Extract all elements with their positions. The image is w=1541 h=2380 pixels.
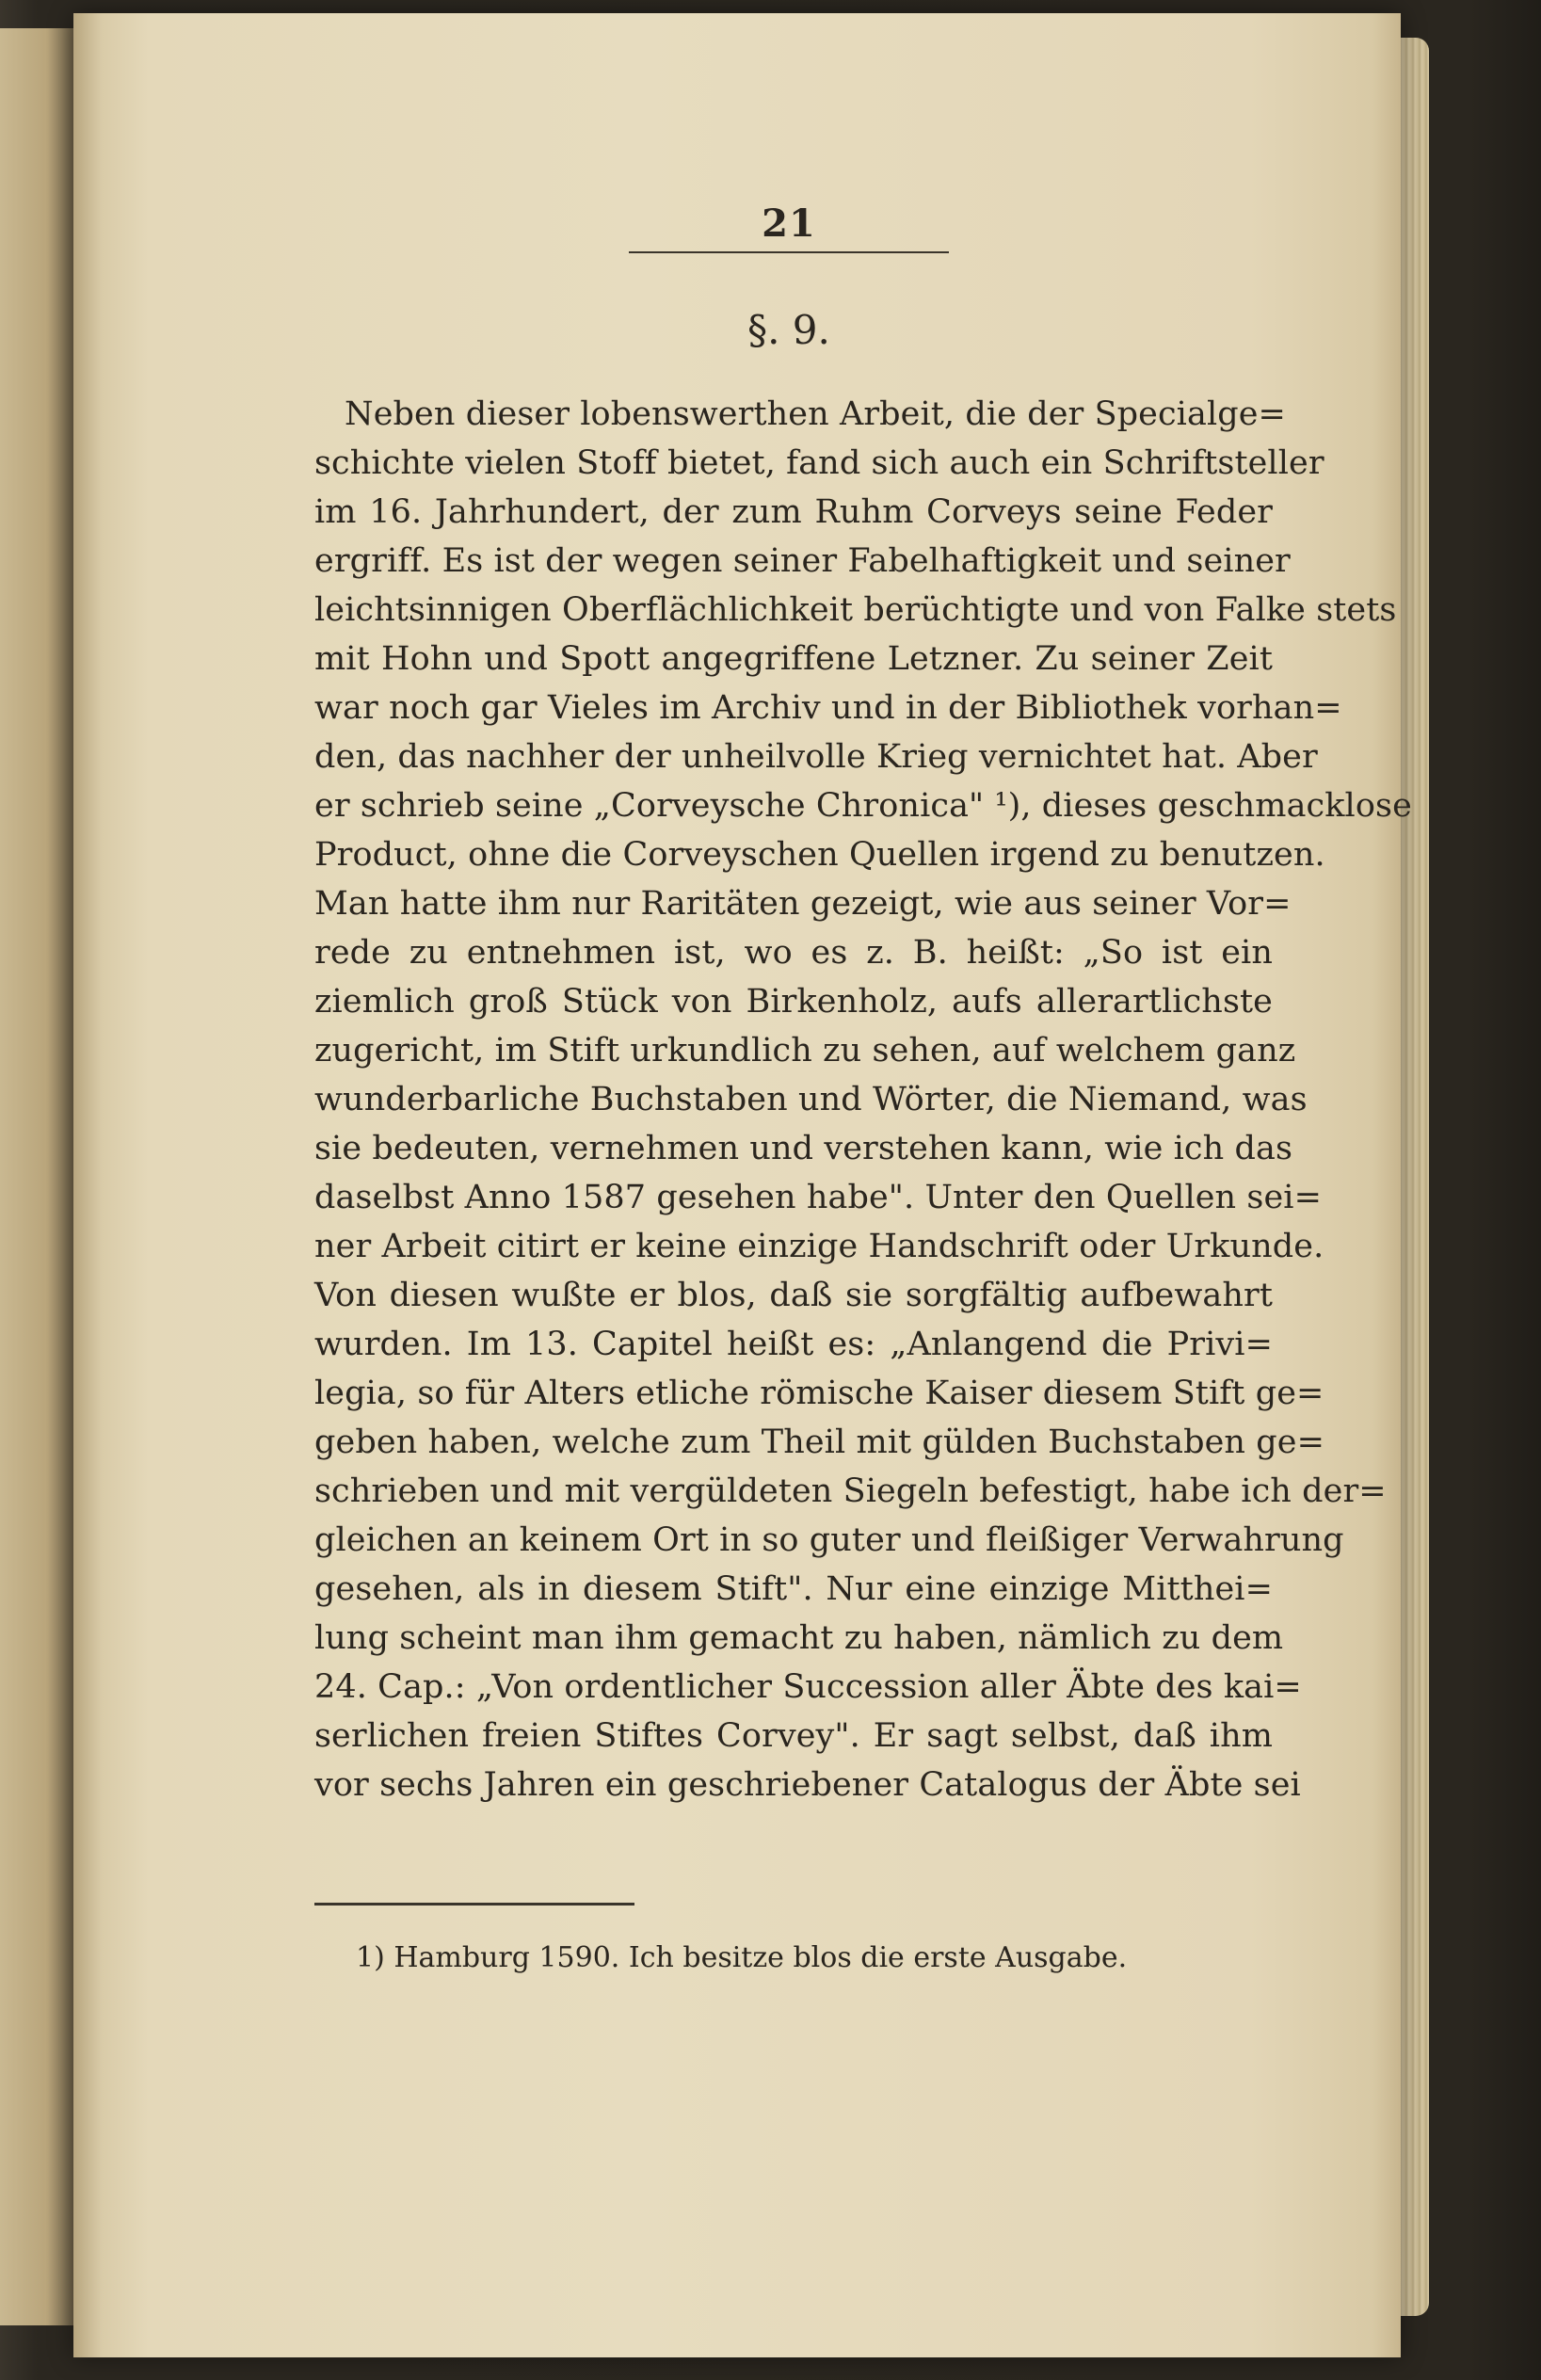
footnote-rule <box>314 1903 634 1906</box>
text-line: Von diesen wußte er blos, daß sie sorgfältig aufbewahrt <box>314 1277 1273 1314</box>
text-line: im 16. Jahrhundert, der zum Ruhm Corveys seine Feder <box>314 493 1273 531</box>
text-line: daselbst Anno 1587 gesehen habe". Unter den Quellen sei= <box>314 1179 1323 1216</box>
text-line: lung scheint man ihm gemacht zu haben, nämlich zu dem <box>314 1619 1284 1657</box>
text-line: zugericht, im Stift urkundlich zu sehen, auf welchem ganz <box>314 1032 1296 1069</box>
text-line: rede zu entnehmen ist, wo es z. B. heißt: „So ist ein <box>314 934 1273 972</box>
text-line: wunderbarliche Buchstaben und Wörter, die Niemand, was <box>314 1081 1308 1118</box>
text-line: war noch gar Vieles im Archiv und in der Bibliothek vorhan= <box>314 689 1342 727</box>
text-line: ergriff. Es ist der wegen seiner Fabelhaftigkeit und seiner <box>314 542 1291 580</box>
book-page <box>73 13 1412 2357</box>
page-number: 21 <box>762 201 816 246</box>
text-line: Product, ohne die Corveyschen Quellen irgend zu benutzen. <box>314 836 1325 874</box>
footnote: 1) Hamburg 1590. Ich besitze blos die erste Ausgabe. <box>356 1941 1128 1974</box>
text-line: leichtsinnigen Oberflächlichkeit berüchtigte und von Falke stets <box>314 591 1397 629</box>
text-line: schrieben und mit vergüldeten Siegeln befestigt, habe ich der= <box>314 1472 1387 1510</box>
text-line: serlichen freien Stiftes Corvey". Er sagt selbst, daß ihm <box>314 1717 1273 1755</box>
text-line: ner Arbeit citirt er keine einzige Handschrift oder Urkunde. <box>314 1228 1324 1265</box>
text-line: legia, so für Alters etliche römische Kaiser diesem Stift ge= <box>314 1375 1324 1412</box>
text-line: gleichen an keinem Ort in so guter und fleißiger Verwahrung <box>314 1521 1344 1559</box>
text-line: vor sechs Jahren ein geschriebener Catalogus der Äbte sei <box>314 1766 1301 1804</box>
text-line: sie bedeuten, vernehmen und verstehen kann, wie ich das <box>314 1130 1293 1167</box>
text-line: Man hatte ihm nur Raritäten gezeigt, wie aus seiner Vor= <box>314 885 1292 923</box>
text-line: 24. Cap.: „Von ordentlicher Succession aller Äbte des kai= <box>314 1668 1302 1706</box>
page-header <box>619 201 958 246</box>
left-page-edge <box>0 28 77 2325</box>
text-line: geben haben, welche zum Theil mit gülden Buchstaben ge= <box>314 1423 1324 1461</box>
header-rule <box>629 251 949 253</box>
section-heading: §. 9. <box>747 307 830 353</box>
text-line: ziemlich groß Stück von Birkenholz, aufs allerartlichste <box>314 983 1273 1021</box>
text-line: den, das nachher der unheilvolle Krieg vernichtet hat. Aber <box>314 738 1318 776</box>
text-line: er schrieb seine „Corveysche Chronica" ¹), dieses geschmacklose <box>314 787 1412 825</box>
text-line: mit Hohn und Spott angegriffene Letzner. Zu seiner Zeit <box>314 640 1273 678</box>
text-line: schichte vielen Stoff bietet, fand sich auch ein Schriftsteller <box>314 444 1324 482</box>
text-line: Neben dieser lobenswerthen Arbeit, die der Specialge= <box>345 395 1286 433</box>
text-line: gesehen, als in diesem Stift". Nur eine einzige Mitthei= <box>314 1570 1273 1608</box>
body-text <box>314 390 1412 1809</box>
text-line: wurden. Im 13. Capitel heißt es: „Anlangend die Privi= <box>314 1326 1273 1363</box>
